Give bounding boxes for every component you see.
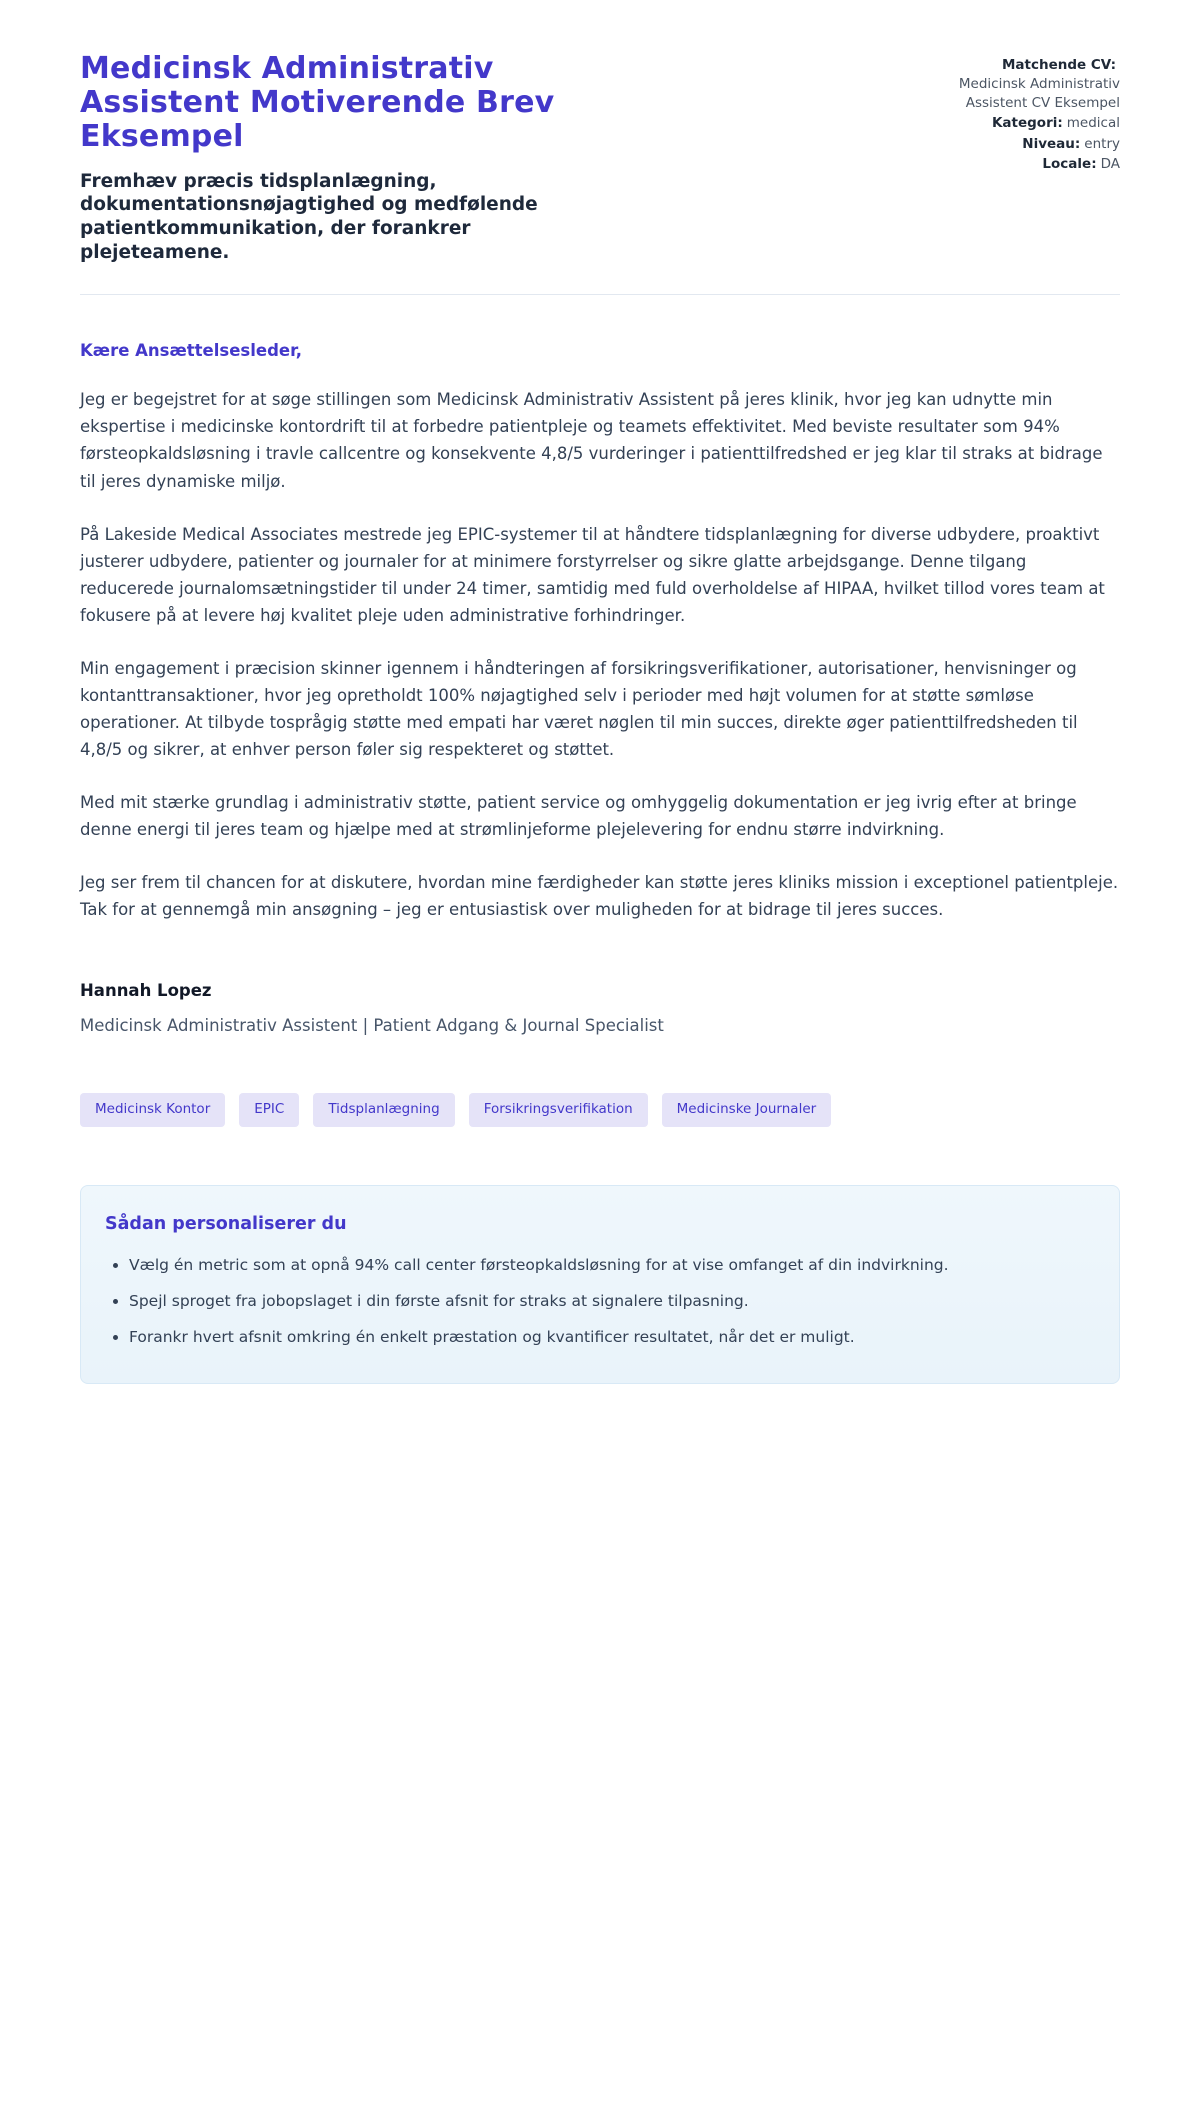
letter-greeting: Kære Ansættelsesleder, (80, 341, 303, 361)
letter-paragraph: På Lakeside Medical Associates mestrede jeg EPIC-systemer til at håndtere tidsplanlægning for diverse udbydere, proaktivt justerer udbydere, patienter og journaler for at minimere forstyrrelser og sikre glatte arbejdsgange. Denne tilgang reducerede journalomsætningstider til under 24 timer, samtidig med fuld overholdelse af HIPAA, hvilket tillod vores team at fokusere på at levere høj kvalitet pleje uden administrative forhindringer. (80, 524, 1105, 625)
letter-paragraph: Jeg ser frem til chancen for at diskutere, hvordan mine færdigheder kan støtte jeres kliniks mission i exceptionel patientpleje. Tak for at gennemgå min ansøgning – jeg er entusiastisk over muligheden for at bidrage til jeres succes. (80, 873, 1119, 920)
header-left (80, 52, 640, 264)
tag-list (80, 1093, 1120, 1127)
letter-paragraph: Med mit stærke grundlag i administrativ støtte, patient service og omhyggelig dokumentation er jeg ivrig efter at bringe denne energi til jeres team og hjælpe med at strømlinjeforme plejelevering for endnu større indvirkning. (80, 792, 1077, 839)
tip-item: • Forankr hvert afsnit omkring én enkelt præstation og kvantificer resultatet, når det er muligt. (129, 1324, 1089, 1350)
letter-paragraph: Jeg er begejstret for at søge stillingen som Medicinsk Administrativ Assistent på jeres klinik, hvor jeg kan udnytte min ekspertise i medicinske kontordrift til at forbedre patientpleje og teamets effektivitet. Med beviste resultater som 94% førsteopkaldsløsning i travle callcentre og konsekvente 4,8/5 vurderinger i patienttilfredshed er jeg klar til straks at bidrage til jeres dynamiske miljø. (80, 390, 1103, 491)
meta-level-label: Niveau: (1022, 135, 1081, 152)
header-divider (80, 294, 1120, 295)
tag-chip[interactable]: Forsikringsverifikation (469, 1093, 648, 1127)
tip-item: • Vælg én metric som at opnå 94% call center førsteopkaldsløsning for at vise omfanget af din indvirkning. (129, 1252, 1089, 1278)
tag-chip[interactable]: Medicinsk Kontor (80, 1093, 225, 1127)
tips-list (129, 1252, 1095, 1351)
letter-paragraph: Min engagement i præcision skinner igennem i håndteringen af forsikringsverifikationer, autorisationer, henvisninger og kontanttransaktioner, hvor jeg opretholdt 100% nøjagtighed selv i perioder med højt volumen for at støtte sømløse operationer. At tilbyde tosprågig støtte med empati har været nøglen til min succes, direkte øger patienttilfredsheden til 4,8/5 og sikrer, at enhver person føler sig respekteret og støttet. (80, 658, 1078, 759)
meta-panel (900, 52, 1120, 174)
signature-name: Hannah Lopez (80, 981, 212, 1001)
personalization-tips-panel (80, 1185, 1120, 1384)
meta-level-value: entry (1084, 135, 1120, 152)
meta-locale-row (900, 155, 1120, 174)
meta-matching-cv-value: Medicinsk Administrativ Assistent CV Eksempel (958, 76, 1120, 112)
tag-chip[interactable]: Tidsplanlægning (313, 1093, 454, 1127)
tips-title: Sådan personaliserer du (105, 1213, 347, 1234)
letter-body (80, 341, 1120, 1383)
page-subtitle: Fremhæv præcis tidsplanlægning, dokumentationsnøjagtighed og medfølende patientkommunikation, der forankrer plejeteamene. (80, 170, 538, 263)
meta-level-row (900, 135, 1120, 154)
tag-chip[interactable]: EPIC (239, 1093, 299, 1127)
meta-category-value: medical (1066, 115, 1120, 132)
page-header (80, 52, 1120, 264)
page-title: Medicinsk Administrativ Assistent Motiverende Brev Eksempel (80, 51, 555, 154)
signature-title: Medicinsk Administrativ Assistent | Patient Adgang & Journal Specialist (80, 1016, 664, 1036)
meta-category-label: Kategori: (991, 115, 1063, 132)
meta-category-row (900, 114, 1120, 133)
meta-locale-value: DA (1100, 155, 1120, 172)
tip-item: • Spejl sproget fra jobopslaget i din første afsnit for straks at signalere tilpasning. (129, 1288, 1089, 1314)
meta-locale-label: Locale: (1042, 155, 1097, 172)
meta-matching-cv-label: Matchende CV: (1001, 57, 1116, 73)
tag-chip[interactable]: Medicinske Journaler (662, 1093, 832, 1127)
